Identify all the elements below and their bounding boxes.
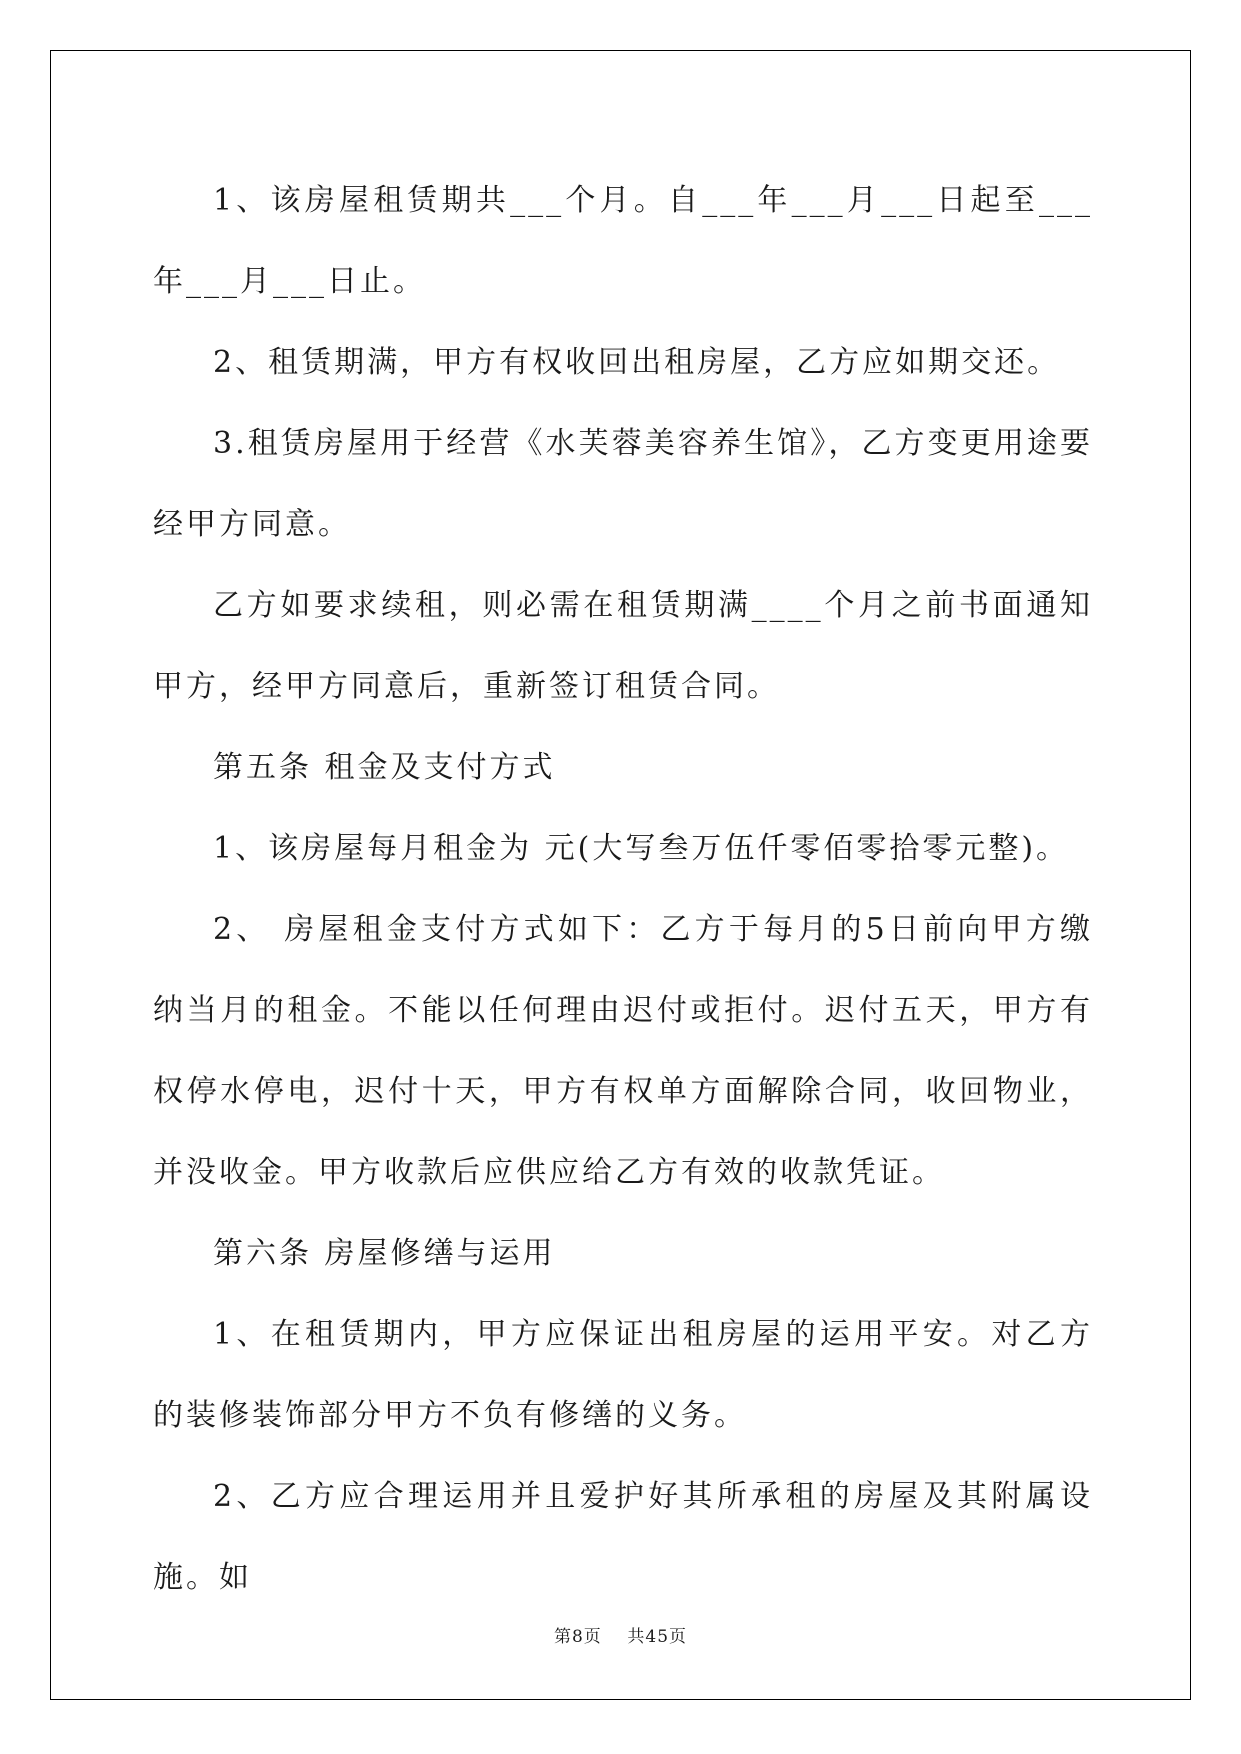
section-heading-rent-payment: 第五条 租金及支付方式 xyxy=(213,750,556,785)
paragraph-lease-term: 1、该房屋租赁期共___个月。自___年___月___日起至___年___月___日止。 xyxy=(153,183,1093,299)
total-suffix: 页 xyxy=(669,1627,688,1647)
page-prefix: 第 xyxy=(553,1627,572,1647)
paragraph-landlord-safety: 1、在租赁期内，甲方应保证出租房屋的运用平安。对乙方的装修装饰部分甲方不负有修缮的义务。 xyxy=(153,1317,1093,1433)
section-heading-repair-use: 第六条 房屋修缮与运用 xyxy=(213,1236,556,1271)
paragraph-tenant-care: 2、乙方应合理运用并且爱护好其所承租的房屋及其附属设施。如 xyxy=(153,1479,1093,1595)
total-prefix: 共 xyxy=(627,1627,646,1647)
document-body xyxy=(153,160,1093,1618)
page-footer xyxy=(0,1622,1241,1647)
paragraph-lease-purpose: 3.租赁房屋用于经营《水芙蓉美容养生馆》，乙方变更用途要经甲方同意。 xyxy=(153,426,1093,542)
page-suffix: 页 xyxy=(583,1627,602,1647)
paragraph-lease-renewal: 乙方如要求续租，则必需在租赁期满____个月之前书面通知甲方，经甲方同意后，重新签订租赁合同。 xyxy=(153,588,1093,704)
paragraph-lease-expiry: 2、租赁期满，甲方有权收回出租房屋，乙方应如期交还。 xyxy=(213,345,1061,380)
paragraph-monthly-rent: 1、该房屋每月租金为 元(大写叁万伍仟零佰零拾零元整)。 xyxy=(213,831,1070,866)
paragraph-payment-method: 2、 房屋租金支付方式如下：乙方于每月的5日前向甲方缴纳当月的租金。不能以任何理由迟付或拒付。迟付五天，甲方有权停水停电，迟付十天，甲方有权单方面解除合同，收回物业，并没收金。甲方收款后应供应给乙方有效的收款凭证。 xyxy=(153,912,1093,1190)
page-number: 8 xyxy=(571,1627,584,1647)
total-pages: 45 xyxy=(645,1627,670,1647)
